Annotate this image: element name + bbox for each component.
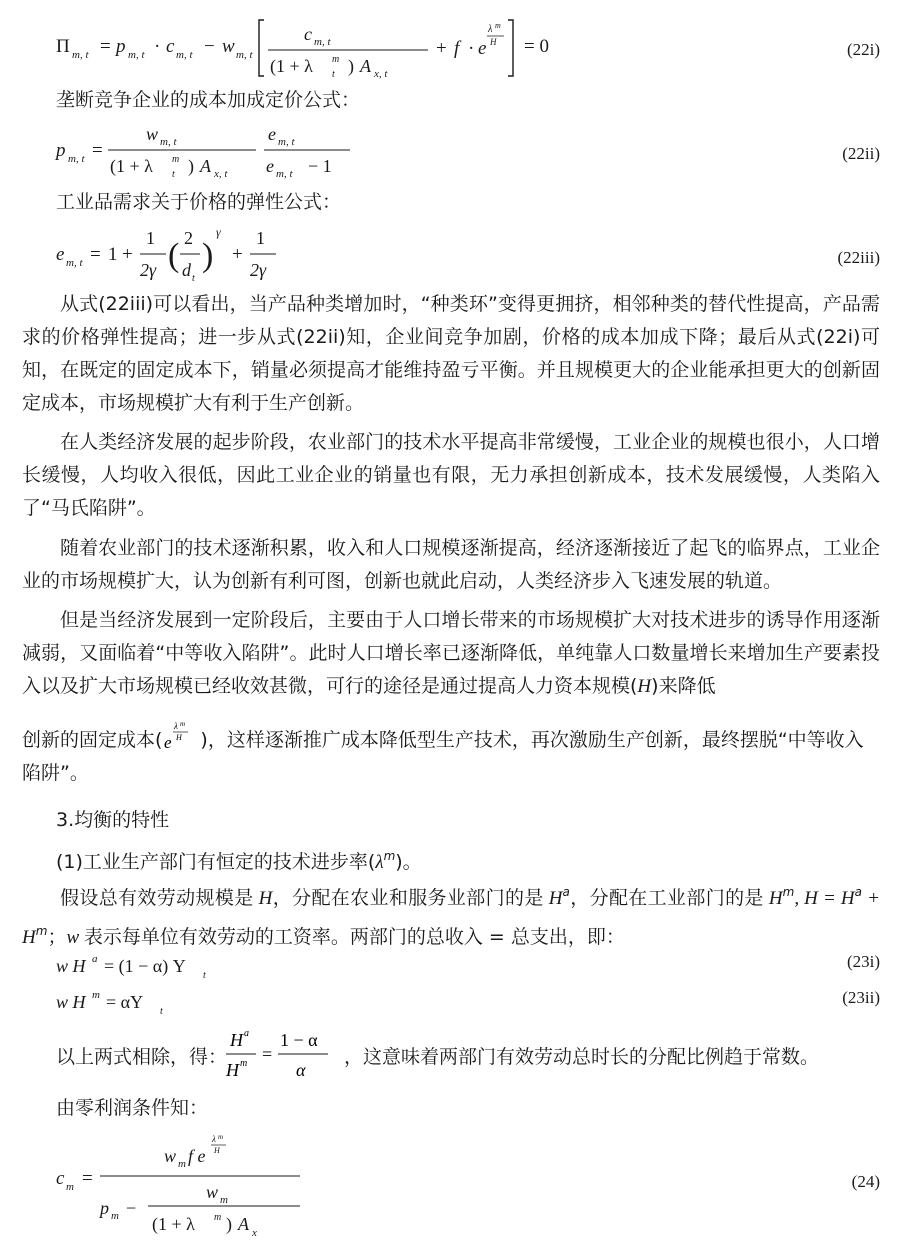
eq22iii-e: e [56, 244, 65, 265]
eq22iii-gamma-exp: γ [216, 225, 221, 239]
paragraph-labor-allocation: 假设总有效劳动规模是 H，分配在农业和服务业部门的是 $H^a$，分配在工业部门的是 $H^m$, $H = H^a + H^m$；w 表示每单位有效劳动的工资率。两部门的总收入 = 总支出，即： [22, 885, 880, 948]
equation-23i [56, 948, 880, 980]
svg-text:m: m [178, 1158, 186, 1170]
eq22ii-e-den-sub: m, t [276, 168, 293, 180]
eq22i-lambda-sub: t [332, 69, 335, 80]
ratio-line [56, 1024, 880, 1086]
eq22i-w-sub: m, t [236, 49, 253, 61]
eq23i-rhs: = (1 − α) Y [104, 956, 186, 976]
eq23ii-sub: t [160, 1006, 163, 1017]
eq22ii-lambda-sup: m [172, 154, 180, 165]
svg-text:(1 + λ: (1 + λ [152, 1214, 195, 1234]
eq22i-frac-num-sub: m, t [314, 36, 331, 48]
paragraph-fixed-cost-line [22, 720, 880, 790]
svg-text:+: + [232, 244, 243, 265]
eq22i-p: p [116, 36, 126, 57]
equation-23ii [56, 984, 880, 1016]
svg-text:w: w [206, 1182, 219, 1202]
para4-text-b: )来降低 [651, 675, 716, 697]
para5-text-d: ； [47, 926, 67, 948]
eq23i-sub: t [203, 970, 206, 981]
equation-number: (23ii) [842, 988, 880, 1007]
eq22i-frac-den: (1 + λ [270, 56, 313, 76]
eq22ii-w-sub: m, t [160, 136, 177, 148]
para5-text-a: 假设总有效劳动规模是 [60, 887, 254, 909]
svg-text:m: m [240, 1058, 248, 1069]
svg-text:A: A [238, 1214, 249, 1234]
equation-22ii-formula [56, 118, 376, 182]
eq22i-c: c [166, 36, 175, 57]
ratio-text-a: 以上两式相除，得： [56, 1046, 228, 1068]
svg-text:1 − α: 1 − α [280, 1030, 318, 1050]
inline-exp-den: H [176, 733, 183, 742]
para5-text-c: ，分配在工业部门的是 [569, 887, 764, 909]
inline-exp-sup: m [180, 720, 186, 728]
equation-number: (22iii) [837, 248, 880, 267]
eq23ii-sup: m [92, 989, 100, 1001]
para5-text-b: ，分配在农业和服务业部门的是 [272, 887, 544, 909]
ratio-formula [224, 1024, 344, 1086]
eq22iii-d-sub: t [192, 273, 195, 284]
svg-text:·: · [154, 36, 161, 57]
svg-text:): ) [188, 156, 194, 176]
equation-22iii [56, 220, 880, 286]
eq22ii-p: p [56, 140, 66, 161]
para4-text-a: 但是当经济发展到一定阶段后，主要由于人口增长带来的市场规模扩大对技术进步的诱导作用逐渐减弱，又面临着“中等收入陷阱”。此时人口增长率已逐渐降低，单纯靠人口数量增长来增加生产要素投入以及扩大市场规模已经收效甚微，可行的途径是通过提高人力资本规模( [22, 609, 880, 697]
equation-number: (22ii) [842, 144, 880, 163]
para4-text-d: )，这样逐渐推广成本降低型生产技术，再次激励生产创新，最终摆脱“中等收入陷阱”。 [22, 729, 864, 784]
equation-number: (24) [851, 1172, 880, 1191]
inline-exp-num: λ [174, 721, 179, 731]
item1-lambda: λ [375, 852, 384, 873]
svg-text:=: = [92, 140, 103, 161]
eq22ii-lambda-sub: t [172, 169, 175, 180]
inline-e: e [164, 733, 172, 752]
para4-H: H [637, 676, 652, 697]
svg-text:−: − [126, 1198, 137, 1218]
item1-text-a: (1)工业生产部门有恒定的技术进步率( [56, 851, 376, 873]
paragraph-middle-income-trap [22, 604, 880, 703]
paragraph-analysis: 从式(22iii)可以看出，当产品种类增加时，“种类环”变得更拥挤，相邻种类的替代性提高，产品需求的价格弹性提高；进一步从式(22ii)知，企业间竞争加剧，价格的成本加成下降；最后从式(22i)可知，在既定的固定成本下，销量必须提高才能维持盈亏平衡。并且规模更大的企业能承担更大的创新固定成本，市场规模扩大有利于生产创新。 [22, 293, 880, 414]
eq22iii-e-sub: m, t [66, 257, 83, 269]
paragraph-takeoff: 随着农业部门的技术逐渐积累，收入和人口规模逐渐提高，经济逐渐接近了起飞的临界点，工业企业的市场规模扩大，认为创新有利可图，创新也就此启动，人类经济步入飞速发展的轨道。 [22, 537, 880, 592]
eq23i-wH: w H [56, 956, 86, 976]
svg-text:m: m [111, 1210, 119, 1222]
eq22i-pi: Π [56, 36, 70, 57]
svg-text:H: H [226, 1060, 239, 1080]
eq22i-p-sub: m, t [128, 49, 145, 61]
eq22i-c-sub: m, t [176, 49, 193, 61]
eq22ii-den: (1 + λ [110, 156, 153, 176]
eq22i-exp-den: H [490, 37, 497, 47]
paragraph-takeoff-stage: 在人类经济发展的起步阶段，农业部门的技术水平提高非常缓慢，工业企业的规模也很小，人口增长缓慢，人均收入很低，因此工业企业的销量也有限，无力承担创新成本，技术发展缓慢，人类陷入了“马氏陷阱”。 [22, 431, 880, 519]
svg-text:+: + [436, 38, 447, 59]
zero-profit-label: 由零利润条件知： [56, 1097, 209, 1119]
eq22i-frac-num: c [304, 24, 312, 44]
eq22i-e: e [478, 38, 487, 59]
eq23i-sup: a [92, 953, 98, 965]
eq22ii-e-num: e [268, 124, 276, 144]
svg-text:·: · [468, 38, 475, 59]
eq22i-f: f [454, 38, 460, 59]
svg-text:m: m [66, 1181, 74, 1193]
svg-text:=: = [262, 1044, 273, 1064]
item1-lambda-sup: m [383, 849, 396, 863]
eq22ii-e-den: e [266, 156, 274, 176]
item1-text-b: )。 [395, 851, 422, 873]
eq22iii-frac1-num: 1 [146, 228, 155, 248]
eq22ii-p-sub: m, t [68, 153, 85, 165]
eq22ii-A-sub: x, t [214, 168, 228, 180]
eq22iii-frac3-den: 2γ [250, 260, 267, 280]
item-1 [56, 842, 422, 877]
svg-text:H: H [214, 1146, 220, 1155]
eq23ii-wH: w H [56, 992, 86, 1012]
eq22iii-frac3-num: 1 [256, 228, 265, 248]
eq22i-rhs: = 0 [524, 36, 549, 57]
svg-text:=: = [90, 244, 101, 265]
eq22i-A-sub: x, t [374, 68, 388, 80]
svg-text:): ) [202, 237, 214, 274]
para4-text-c: 创新的固定成本( [22, 729, 163, 751]
eq22i-exp-num: λ [488, 24, 493, 35]
section-heading: 3.均衡的特性 [56, 809, 170, 831]
equation-23i-formula [56, 948, 296, 980]
svg-text:p: p [100, 1198, 109, 1218]
svg-text:): ) [348, 56, 354, 76]
eq22iii-d: d [182, 260, 191, 280]
eq22iii-one: 1 [108, 244, 118, 265]
equation-22iii-formula [56, 220, 316, 286]
svg-text:H: H [230, 1030, 243, 1050]
equation-22i [56, 10, 880, 82]
eq22ii-minus-one: − 1 [308, 156, 332, 176]
eq22ii-w: w [146, 124, 159, 144]
ratio-text-b: ，这意味着两部门有效劳动总时长的分配比例趋于常数。 [344, 1046, 820, 1068]
eq22ii-e-num-sub: m, t [278, 136, 295, 148]
svg-text:λ: λ [212, 1134, 216, 1144]
eq22i-exp-sup: m [495, 21, 501, 30]
equation-22ii [56, 118, 880, 182]
eq22iii-frac1-den: 2γ [140, 260, 157, 280]
label-markup-formula: 垄断竞争企业的成本加成定价公式： [56, 89, 361, 111]
svg-text:w: w [164, 1146, 177, 1166]
para5-text-e: 表示每单位有效劳动的工资率。两部门的总收入 = 总支出，即： [83, 926, 625, 948]
svg-text:+: + [122, 244, 133, 265]
equation-22i-formula [56, 10, 576, 82]
svg-text:x: x [252, 1227, 257, 1239]
equation-number: (23i) [846, 952, 880, 971]
eq23ii-rhs: = αY [106, 992, 144, 1012]
eq22i-A: A [360, 56, 371, 76]
svg-text:α: α [296, 1060, 306, 1080]
svg-text:m: m [214, 1212, 222, 1223]
eq22i-pi-sub: m, t [72, 49, 89, 61]
equation-23ii-formula [56, 984, 256, 1016]
equation-24 [56, 1132, 880, 1244]
label-elasticity-formula: 工业品需求关于价格的弹性公式： [56, 191, 342, 213]
svg-text:−: − [204, 36, 215, 57]
svg-text:f e: f e [188, 1146, 206, 1166]
svg-text:m: m [218, 1133, 224, 1141]
eq22i-lambda-sup: m [332, 54, 340, 65]
inline-exp-formula [162, 720, 200, 754]
svg-text:=: = [100, 36, 111, 57]
eq22iii-frac2-num: 2 [184, 228, 193, 248]
svg-text:c: c [56, 1168, 65, 1189]
svg-text:m: m [220, 1194, 228, 1206]
svg-text:a: a [244, 1028, 249, 1039]
eq22ii-A: A [200, 156, 211, 176]
eq22i-w: w [222, 36, 235, 57]
svg-text:=: = [82, 1168, 93, 1189]
equation-number: (22i) [846, 40, 880, 59]
equation-24-formula [56, 1132, 316, 1244]
svg-text:(: ( [168, 237, 180, 274]
svg-text:): ) [226, 1214, 232, 1234]
